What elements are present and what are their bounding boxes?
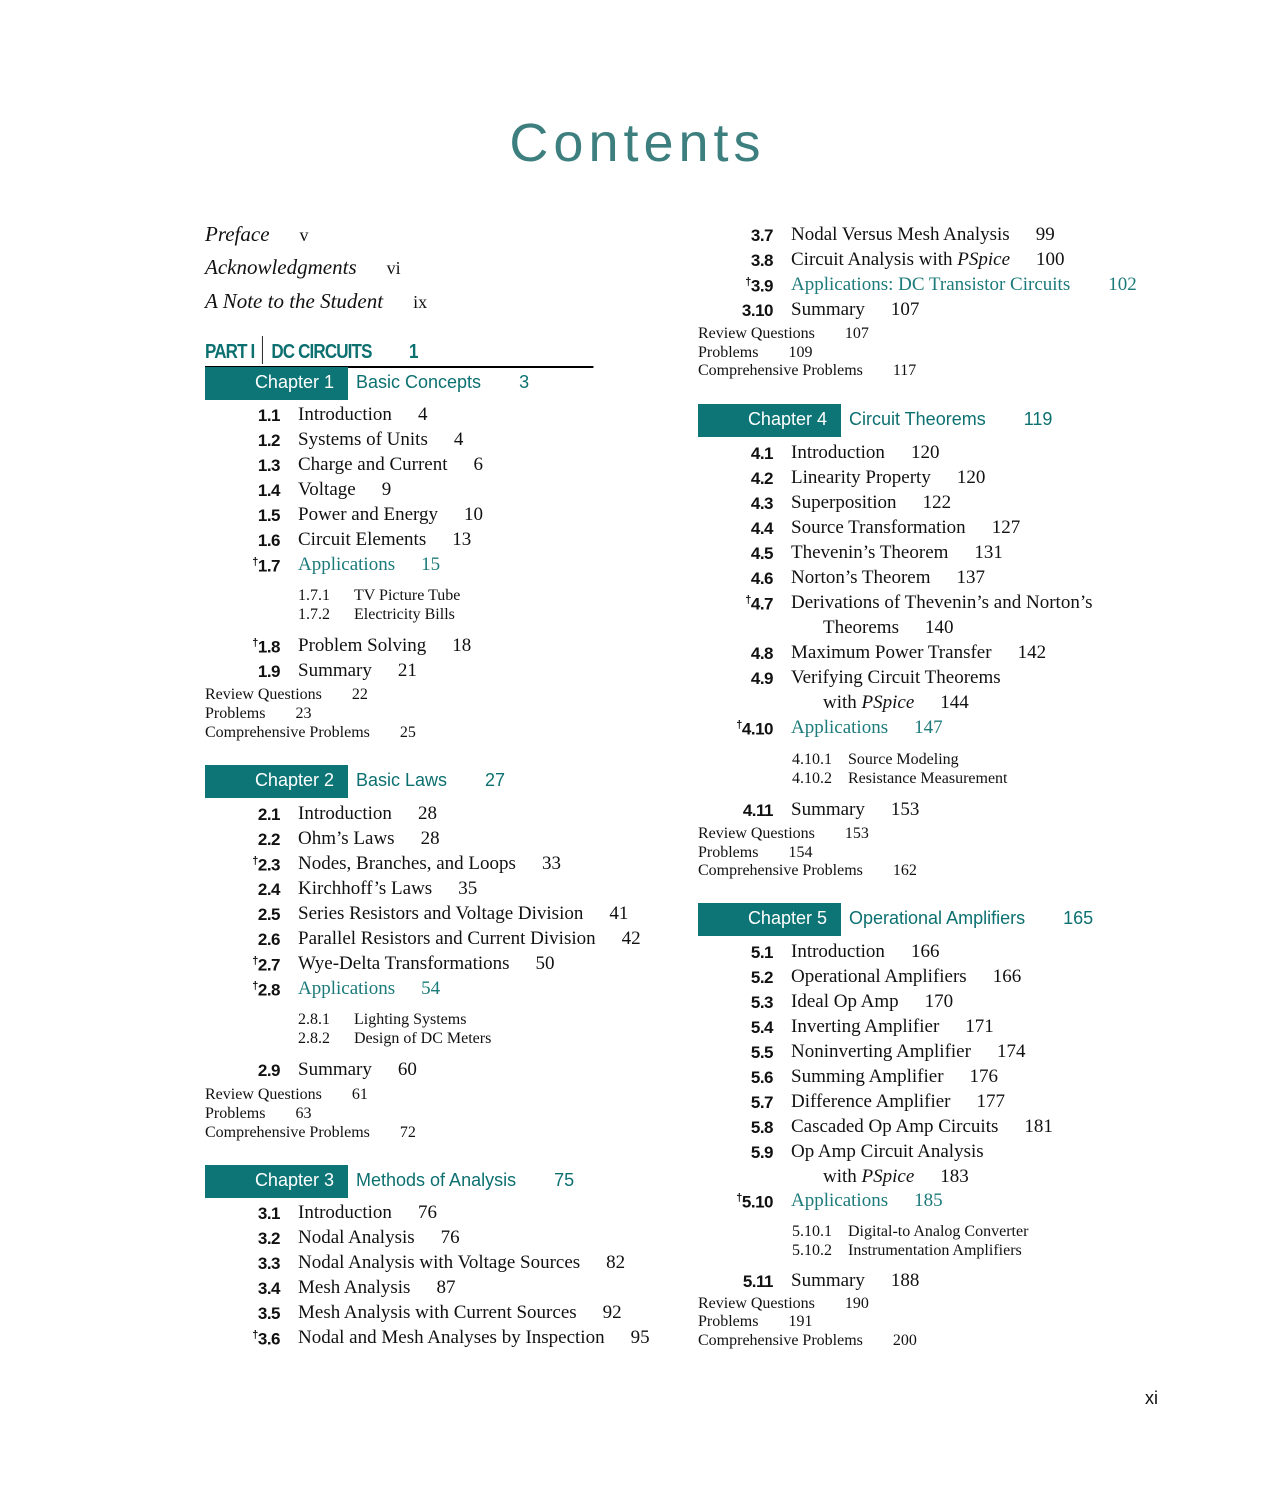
toc-entry[interactable]: 1.4 Voltage 9: [257, 479, 392, 500]
toc-entry[interactable]: 4.6 Norton’s Theorem 137: [750, 567, 985, 588]
chapter-label-box: Chapter 4: [698, 404, 841, 437]
toc-entry[interactable]: 1.5 Power and Energy 10: [257, 504, 484, 525]
chapter-heading[interactable]: Chapter 2 Basic Laws 27: [205, 765, 505, 798]
end-matter-item[interactable]: Review Questions 153: [698, 825, 869, 842]
end-matter-item[interactable]: Problems 63: [205, 1105, 312, 1122]
toc-entry[interactable]: 1.2 Systems of Units 4: [257, 429, 464, 450]
toc-entry[interactable]: 4.3 Superposition 122: [750, 492, 952, 513]
chapter-heading[interactable]: Chapter 3 Methods of Analysis 75: [205, 1165, 574, 1198]
dagger-mark: †: [736, 719, 742, 731]
toc-entry[interactable]: 3.7 Nodal Versus Mesh Analysis 99: [750, 224, 1055, 245]
toc-entry[interactable]: †1.8 Problem Solving 18: [252, 635, 472, 657]
toc-entry[interactable]: †2.7 Wye-Delta Transformations 50: [252, 953, 555, 975]
toc-subsection[interactable]: 4.10.2 Resistance Measurement: [792, 770, 1008, 787]
toc-entry[interactable]: 5.4 Inverting Amplifier 171: [750, 1016, 994, 1037]
toc-entry[interactable]: 4.11 Summary 153: [742, 799, 920, 820]
dagger-mark: †: [745, 594, 751, 606]
toc-entry[interactable]: 4.2 Linearity Property 120: [750, 467, 986, 488]
part-divider: [262, 336, 263, 364]
dagger-mark: †: [252, 556, 258, 568]
toc-entry[interactable]: †4.7 Derivations of Thevenin’s and Norton’s Theorems 140: [745, 592, 1093, 638]
toc-entry[interactable]: 5.1 Introduction 166: [750, 941, 940, 962]
dagger-mark: †: [252, 637, 258, 649]
end-matter-item[interactable]: Problems 191: [698, 1313, 813, 1330]
toc-entry[interactable]: 1.6 Circuit Elements 13: [257, 529, 472, 550]
chapter-heading[interactable]: Chapter 4 Circuit Theorems 119: [698, 404, 1052, 437]
toc-subsection[interactable]: 2.8.2 Design of DC Meters: [298, 1030, 492, 1047]
end-matter-item[interactable]: Problems 109: [698, 344, 813, 361]
toc-subsection[interactable]: 4.10.1 Source Modeling: [792, 751, 959, 768]
dagger-mark: †: [736, 1192, 742, 1204]
dagger-mark: †: [252, 980, 258, 992]
toc-entry[interactable]: 5.7 Difference Amplifier 177: [750, 1091, 1005, 1112]
end-matter-item[interactable]: Review Questions 107: [698, 325, 869, 342]
dagger-mark: †: [252, 1329, 258, 1341]
toc-entry[interactable]: †2.8 Applications 54: [252, 978, 441, 1000]
front-matter-item[interactable]: Acknowledgments vi: [205, 255, 401, 279]
end-matter-item[interactable]: Comprehensive Problems 25: [205, 724, 416, 741]
toc-entry[interactable]: 5.9 Op Amp Circuit Analysis with PSpice 183: [750, 1141, 984, 1187]
end-matter-item[interactable]: Comprehensive Problems 200: [698, 1332, 917, 1349]
toc-entry[interactable]: 4.8 Maximum Power Transfer 142: [750, 642, 1047, 663]
toc-entry[interactable]: 4.5 Thevenin’s Theorem 131: [750, 542, 1003, 563]
toc-subsection[interactable]: 2.8.1 Lighting Systems: [298, 1011, 467, 1028]
toc-entry[interactable]: †5.10 Applications 185: [736, 1190, 943, 1212]
front-matter-item[interactable]: A Note to the Student ix: [205, 289, 428, 313]
end-matter-item[interactable]: Comprehensive Problems 117: [698, 362, 917, 379]
end-matter-item[interactable]: Problems 154: [698, 844, 813, 861]
toc-entry[interactable]: 5.11 Summary 188: [742, 1270, 920, 1291]
toc-entry[interactable]: 4.9 Verifying Circuit Theorems with PSpice 144: [750, 667, 1001, 713]
toc-entry[interactable]: 2.4 Kirchhoff’s Laws 35: [257, 878, 478, 899]
toc-entry[interactable]: 2.2 Ohm’s Laws 28: [257, 828, 440, 849]
toc-entry[interactable]: 3.8 Circuit Analysis with PSpice 100: [750, 249, 1065, 270]
toc-subsection[interactable]: 5.10.2 Instrumentation Amplifiers: [792, 1242, 1022, 1259]
toc-entry[interactable]: 5.3 Ideal Op Amp 170: [750, 991, 954, 1012]
end-matter-item[interactable]: Comprehensive Problems 72: [205, 1124, 416, 1141]
toc-entry[interactable]: 3.2 Nodal Analysis 76: [257, 1227, 460, 1248]
toc-entry[interactable]: †1.7 Applications 15: [252, 554, 441, 576]
toc-subsection[interactable]: 1.7.1 TV Picture Tube: [298, 587, 461, 604]
dagger-mark: †: [252, 855, 258, 867]
toc-entry[interactable]: 5.2 Operational Amplifiers 166: [750, 966, 1022, 987]
end-matter-item[interactable]: Review Questions 61: [205, 1086, 368, 1103]
toc-entry[interactable]: 3.4 Mesh Analysis 87: [257, 1277, 456, 1298]
toc-entry[interactable]: 2.6 Parallel Resistors and Current Division 42: [257, 928, 641, 949]
chapter-heading[interactable]: Chapter 5 Operational Amplifiers 165: [698, 903, 1093, 936]
toc-entry[interactable]: 3.3 Nodal Analysis with Voltage Sources 82: [257, 1252, 626, 1273]
toc-entry[interactable]: 4.1 Introduction 120: [750, 442, 940, 463]
end-matter-item[interactable]: Review Questions 22: [205, 686, 368, 703]
chapter-label-box: Chapter 1: [205, 367, 348, 400]
toc-entry[interactable]: 1.1 Introduction 4: [257, 404, 428, 425]
toc-entry[interactable]: 1.3 Charge and Current 6: [257, 454, 483, 475]
front-matter-item[interactable]: Preface v: [205, 222, 309, 246]
toc-entry[interactable]: 5.5 Noninverting Amplifier 174: [750, 1041, 1026, 1062]
toc-entry[interactable]: †4.10 Applications 147: [736, 717, 943, 739]
end-matter-item[interactable]: Comprehensive Problems 162: [698, 862, 917, 879]
chapter-label-box: Chapter 3: [205, 1165, 348, 1198]
toc-entry[interactable]: †2.3 Nodes, Branches, and Loops 33: [252, 853, 561, 875]
toc-subsection[interactable]: 1.7.2 Electricity Bills: [298, 606, 455, 623]
toc-subsection[interactable]: 5.10.1 Digital-to Analog Converter: [792, 1223, 1029, 1240]
chapter-label-box: Chapter 2: [205, 765, 348, 798]
toc-entry[interactable]: †3.6 Nodal and Mesh Analyses by Inspection 95: [252, 1327, 650, 1349]
toc-entry[interactable]: 2.1 Introduction 28: [257, 803, 437, 824]
toc-entry[interactable]: 1.9 Summary 21: [257, 660, 417, 681]
toc-entry[interactable]: 2.9 Summary 60: [257, 1059, 417, 1080]
chapter-label-box: Chapter 5: [698, 903, 841, 936]
end-matter-item[interactable]: Problems 23: [205, 705, 312, 722]
toc-entry[interactable]: †3.9 Applications: DC Transistor Circuits 102: [745, 274, 1137, 296]
toc-entry[interactable]: 5.8 Cascaded Op Amp Circuits 181: [750, 1116, 1053, 1137]
toc-entry[interactable]: 2.5 Series Resistors and Voltage Division 41: [257, 903, 629, 924]
toc-entry[interactable]: 3.5 Mesh Analysis with Current Sources 92: [257, 1302, 622, 1323]
page-title: Contents: [509, 113, 766, 173]
end-matter-item[interactable]: Review Questions 190: [698, 1295, 869, 1312]
toc-entry[interactable]: 3.10 Summary 107: [741, 299, 920, 320]
chapter-heading[interactable]: Chapter 1 Basic Concepts 3: [205, 367, 529, 400]
page-number: xi: [1145, 1388, 1158, 1408]
toc-entry[interactable]: 4.4 Source Transformation 127: [750, 517, 1021, 538]
dagger-mark: †: [745, 276, 751, 288]
toc-entry[interactable]: 3.1 Introduction 76: [257, 1202, 437, 1223]
dagger-mark: †: [252, 955, 258, 967]
toc-entry[interactable]: 5.6 Summing Amplifier 176: [750, 1066, 999, 1087]
part-heading[interactable]: PART I DC CIRCUITS 1: [205, 336, 593, 368]
